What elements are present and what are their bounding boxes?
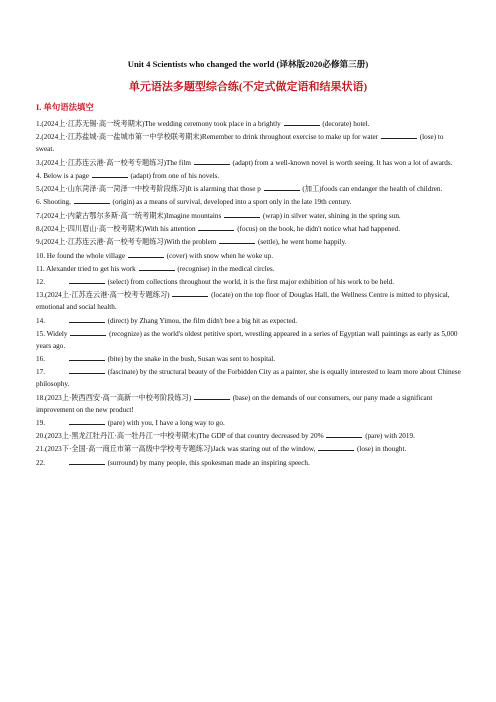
question-item <box>36 392 462 417</box>
question-item <box>36 210 462 223</box>
question-text-before: 20.(2023上·黑龙江牡丹江·高一牡丹江一中校考期末)The GDP of that country decreased by 20% <box>36 432 326 441</box>
answer-blank[interactable] <box>128 250 164 258</box>
question-text-after: (bite) by the snake in the bush, Susan was sent to hospital. <box>105 355 276 364</box>
question-item <box>36 430 462 443</box>
question-item <box>36 366 462 391</box>
question-text-after: (locate) on the top floor of Douglas Hall, the Wellness Centre is mitted to physical, emotional and social health. <box>36 291 450 312</box>
answer-blank[interactable] <box>172 289 208 297</box>
question-text-after: (base) on the demands of our consumers, our pany made a significant improvement on the new product! <box>36 393 433 414</box>
question-text-before: 7.(2024上·内蒙古鄂尔多斯·高一统考期末)Imagine mountains <box>36 211 224 220</box>
question-text-before: 5.(2024上·山东菏泽·高一菏泽一中校考阶段练习)It is alarming that those p <box>36 185 263 194</box>
question-text-before: 15. Widely <box>36 329 70 338</box>
question-text-after: (origin) as a means of survival, developed into a sport only in the late 19th century. <box>110 198 352 207</box>
question-item <box>36 223 462 236</box>
answer-blank[interactable] <box>69 276 105 284</box>
question-item <box>36 315 462 328</box>
question-text-after: (pare) with 2019. <box>363 432 415 441</box>
question-text-after: (decorate) hotel. <box>320 120 370 128</box>
question-item <box>36 289 462 314</box>
answer-blank[interactable] <box>69 315 105 323</box>
question-text-before: 19. <box>36 418 47 427</box>
question-item <box>36 353 462 366</box>
question-text-before: 21.(2023下·全国·高一商丘市第一高级中学校考专题练习)Jack was staring out of the window, <box>36 445 318 454</box>
question-item <box>36 157 462 170</box>
question-item <box>36 236 462 249</box>
question-text-after: (wrap) in silver water, shining in the spring sun. <box>261 211 401 220</box>
question-text-after: (focus) on the book, he didn't notice what had happened. <box>235 224 400 233</box>
question-text-before: 8.(2024上·四川眉山·高一校考期末)With his attention <box>36 224 198 233</box>
question-text-before: 12. <box>36 278 47 287</box>
question-item <box>36 183 462 196</box>
answer-blank[interactable] <box>224 210 260 218</box>
question-text-after: (surround) by many people, this spokesman made an inspiring speech. <box>105 458 310 467</box>
question-text-after: (recognise) in the medical circles. <box>175 264 275 273</box>
question-text-before: 11. Alexander tried to get his work <box>36 264 138 273</box>
question-item <box>36 263 462 276</box>
question-text-after: (lose) to sweat. <box>36 133 444 154</box>
answer-blank[interactable] <box>326 430 362 438</box>
question-item <box>36 118 462 131</box>
question-text-before: 17. <box>36 368 47 377</box>
question-text-before: 22. <box>36 458 47 467</box>
question-text-after: (adapt) from one of his novels. <box>128 171 220 180</box>
answer-blank[interactable] <box>264 183 300 191</box>
question-item <box>36 417 462 430</box>
answer-blank[interactable] <box>70 328 106 336</box>
question-text-before: 9.(2024上·江苏连云港·高一校考专题练习)With the problem <box>36 238 219 247</box>
question-item <box>36 196 462 209</box>
answer-blank[interactable] <box>74 196 110 204</box>
answer-blank[interactable] <box>139 263 175 271</box>
question-text-after: (cover) with snow when he woke up. <box>164 251 274 260</box>
question-list <box>36 118 462 470</box>
section-heading: I. 单句语法填空 <box>36 103 94 112</box>
question-text-after: (settle), he went home happily. <box>256 238 347 247</box>
question-item <box>36 170 462 183</box>
question-text-before: 18.(2023上·陕西西安·高一高新一中校考阶段练习) <box>36 393 193 402</box>
question-item <box>36 250 462 263</box>
question-text-before: 6. Shooting, <box>36 198 73 207</box>
answer-blank[interactable] <box>318 443 354 451</box>
document-subtitle: 单元语法多题型综合练(不定式做定语和结果状语) <box>128 81 368 93</box>
question-text-after: (select) from collections throughout the world, it is the first major exhibition of his work to be held. <box>105 278 395 287</box>
question-text-before: 14. <box>36 316 47 325</box>
answer-blank[interactable] <box>198 223 234 231</box>
answer-blank[interactable] <box>69 457 105 465</box>
question-text-before: 10. He found the whole village <box>36 251 127 260</box>
answer-blank[interactable] <box>92 170 128 178</box>
answer-blank[interactable] <box>381 131 417 139</box>
answer-blank[interactable] <box>69 366 105 374</box>
answer-blank[interactable] <box>69 417 105 425</box>
question-text-after: (加工)foods can endanger the health of children. <box>300 185 443 194</box>
question-text-before: 2.(2024上·江苏盐城·高一盐城市第一中学校联考期末)Remember to drink throughout exercise to make up for water <box>36 133 380 142</box>
question-text-before: 4. Below is a page <box>36 171 91 180</box>
question-item <box>36 328 462 353</box>
question-text-after: (adapt) from a well-known novel is worth seeing. It has won a lot of awards. <box>230 158 453 167</box>
question-text-after: (fascinate) by the structural beauty of the Forbidden City as a painter, she is equally interested to learn more about Chinese philosophy. <box>36 368 461 389</box>
question-text-after: (lose) in thought. <box>355 445 407 454</box>
question-item <box>36 443 462 456</box>
question-text-after: (recognize) as the world's oldest petitive sport, wrestling appeared in a series of Egyptian wall paintings as early as 5,000 years ago. <box>36 329 458 350</box>
answer-blank[interactable] <box>69 353 105 361</box>
question-text-before: 16. <box>36 355 47 364</box>
question-text-before: 3.(2024上·江苏连云港·高一校考专题练习)The film <box>36 158 193 167</box>
answer-blank[interactable] <box>194 392 230 400</box>
answer-blank[interactable] <box>284 118 320 126</box>
question-text-after: (pare) with you, I have a long way to go. <box>105 418 225 427</box>
question-item <box>36 457 462 470</box>
question-text-after: (direct) by Zhang Yimou, the film didn't bee a big hit as expected. <box>105 316 298 325</box>
question-text-before: 13.(2024上·江苏连云港·高一校考专题练习) <box>36 291 172 300</box>
question-item <box>36 131 462 156</box>
document-title: Unit 4 Scientists who changed the world (译林版2020必修第三册) <box>127 59 369 69</box>
question-text-before: 1.(2024上·江苏无锡·高一统考期末)The wedding ceremony took place in a brightly <box>36 120 283 128</box>
answer-blank[interactable] <box>219 236 255 244</box>
question-item <box>36 276 462 289</box>
answer-blank[interactable] <box>194 157 230 165</box>
